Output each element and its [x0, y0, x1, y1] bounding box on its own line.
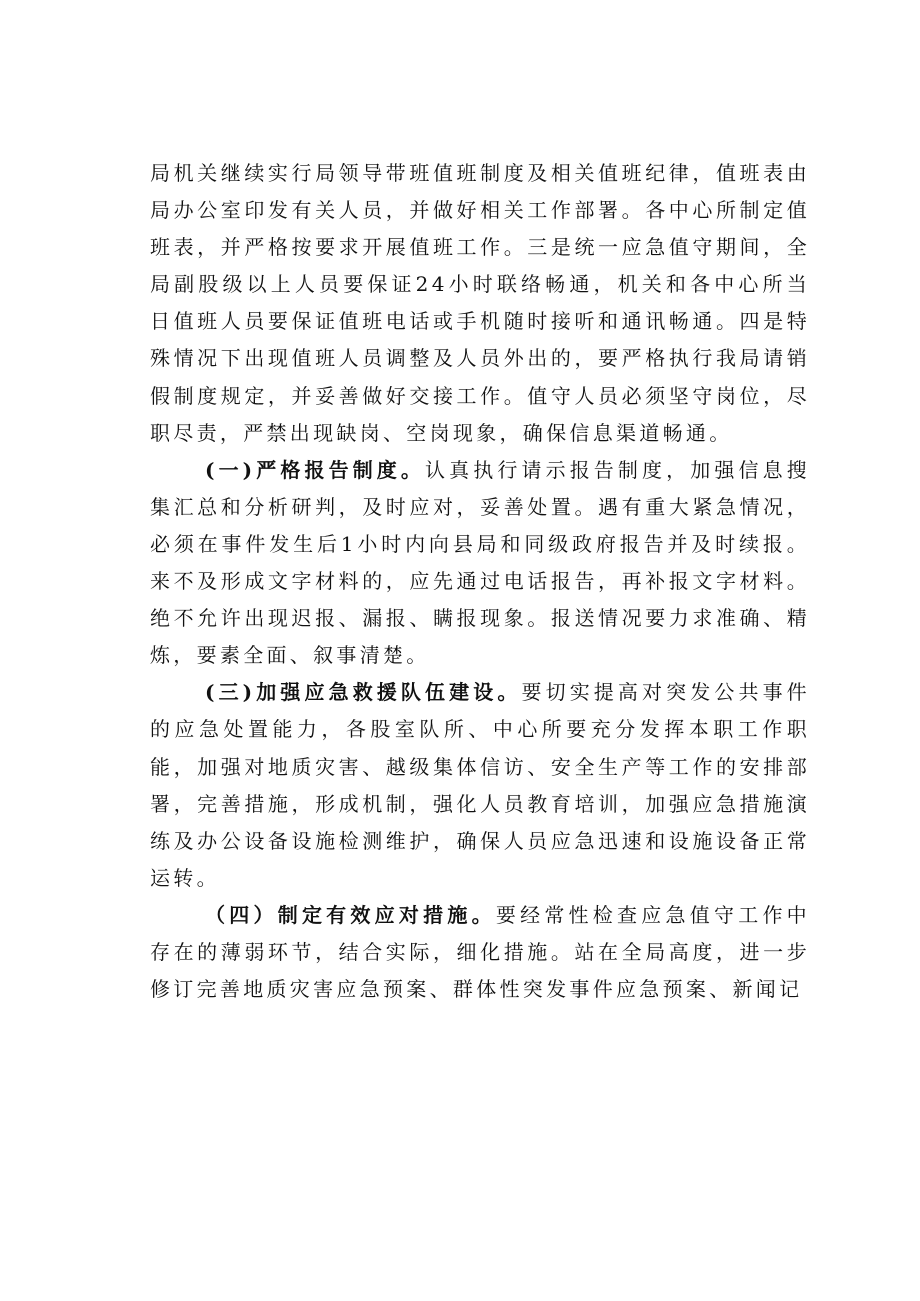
document-body — [150, 155, 810, 1008]
paragraph-text: 局机关继续实行局领导带班值班制度及相关值班纪律，值班表由局办公室印发有关人员，并做好相关工作部署。各中心所制定值班表，并严格按要求开展值班工作。三是统一应急值守期间，全局副股级以上人员要保证24小时联络畅通，机关和各中心所当日值班人员要保证值班电话或手机随时接听和通讯畅通。四是特殊情况下出现值班人员调整及人员外出的，要严格执行我局请销假制度规定，并妥善做好交接工作。值守人员必须坚守岗位，尽职尽责，严禁出现缺岗、空岗现象，确保信息渠道畅通。 — [150, 161, 810, 445]
paragraph-response-measures — [150, 897, 810, 1008]
paragraph-text: 认真执行请示报告制度，加强信息搜集汇总和分析研判，及时应对，妥善处置。遇有重大紧急情况，必须在事件发生后1小时内向县局和同级政府报告并及时续报。来不及形成文字材料的，应先通过电话报告，再补报文字材料。绝不允许出现迟报、漏报、瞒报现象。报送情况要力求准确、精炼，要素全面、叙事清楚。 — [150, 457, 810, 668]
section-heading: (一)严格报告制度。 — [205, 457, 426, 482]
section-heading: （四）制定有效应对措施。 — [205, 902, 496, 927]
paragraph-text: 要经常性检查应急值守工作中存在的薄弱环节，结合实际，细化措施。站在全局高度，进一步修订完善地质灾害应急预案、群体性突发事件应急预案、新闻记 — [150, 902, 810, 1002]
section-heading: (三)加强应急救援队伍建设。 — [205, 680, 522, 705]
paragraph-reporting-system — [150, 452, 810, 675]
paragraph-rescue-team — [150, 674, 810, 897]
paragraph-duty-schedule — [150, 155, 810, 452]
paragraph-text: 要切实提高对突发公共事件的应急处置能力，各股室队所、中心所要充分发挥本职工作职能，加强对地质灾害、越级集体信访、安全生产等工作的安排部署，完善措施，形成机制，强化人员教育培训，加强应急措施演练及办公设备设施检测维护，确保人员应急迅速和设施设备正常运转。 — [150, 680, 810, 890]
